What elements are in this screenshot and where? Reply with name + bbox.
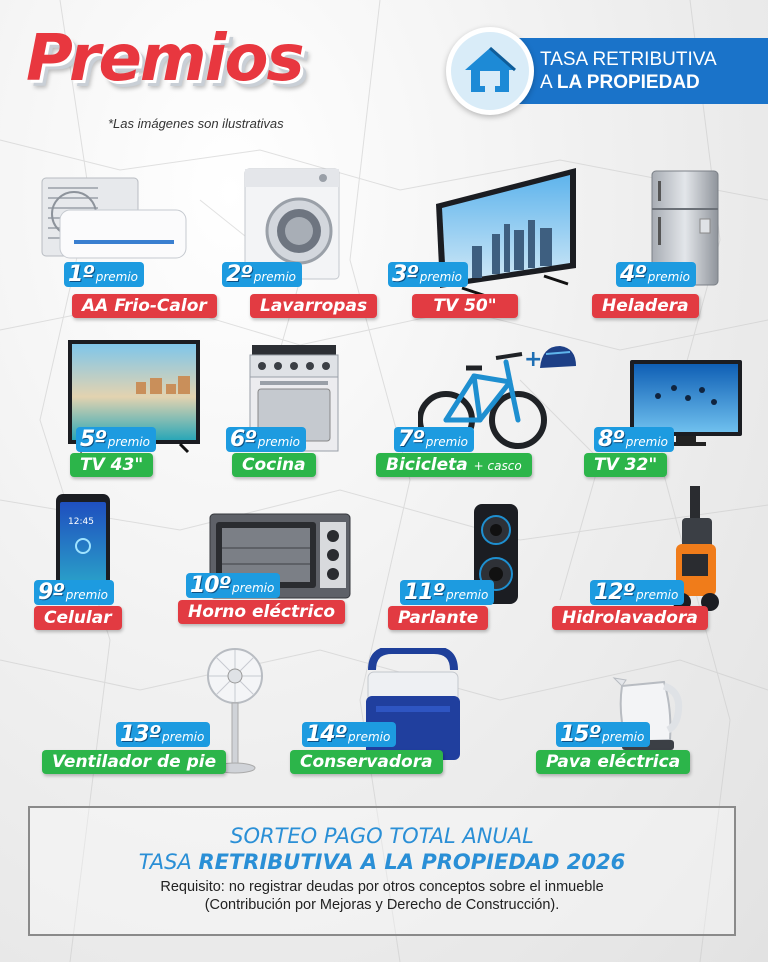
prize-14-premio-label: premio xyxy=(348,730,391,744)
prize-4-premio-label: premio xyxy=(647,270,691,284)
svg-text:12:45: 12:45 xyxy=(68,517,94,527)
prize-13-premio-label: premio xyxy=(162,730,205,744)
prize-6-rank-badge xyxy=(226,427,306,452)
air-conditioner-icon xyxy=(38,174,190,274)
prize-7-rank: 7º xyxy=(398,427,424,452)
prize-6-premio-label: premio xyxy=(257,435,301,449)
prize-7-premio-label: premio xyxy=(425,435,469,449)
prize-2-rank-badge xyxy=(222,262,302,287)
prize-2-premio-label: premio xyxy=(253,270,297,284)
prize-11-name: Parlante xyxy=(388,606,488,630)
prize-7-rank-badge xyxy=(394,427,474,452)
house-icon xyxy=(461,44,519,96)
prize-5-rank: 5º xyxy=(80,427,106,452)
prize-15-name: Pava eléctrica xyxy=(536,750,690,774)
tasa-line2: A LA PROPIEDAD xyxy=(540,72,700,93)
prize-1-rank: 1º xyxy=(68,262,94,287)
prize-10-rank-badge xyxy=(186,573,280,598)
prize-15-premio-label: premio xyxy=(602,730,645,744)
prize-11-rank: 11º xyxy=(404,580,445,605)
raffle-title-line1: SORTEO PAGO TOTAL ANUAL xyxy=(230,824,534,848)
prize-3-premio-label: premio xyxy=(419,270,463,284)
prize-5-rank-badge xyxy=(76,427,156,452)
prize-12-rank: 12º xyxy=(594,580,635,605)
prize-12-name: Hidrolavadora xyxy=(552,606,708,630)
svg-text:+: + xyxy=(524,347,543,372)
prize-13-name: Ventilador de pie xyxy=(42,750,226,774)
prize-4-name: Heladera xyxy=(592,294,699,318)
prize-3-name: TV 50" xyxy=(412,294,518,318)
prize-9-premio-label: premio xyxy=(65,588,109,602)
prize-3-rank-badge xyxy=(388,262,468,287)
raffle-requirement-line2: (Contribución por Mejoras y Derecho de Construcción). xyxy=(204,897,560,913)
tasa-line2-bold: LA PROPIEDAD xyxy=(556,72,700,93)
prize-10-premio-label: premio xyxy=(232,581,275,595)
prize-4-rank: 4º xyxy=(620,262,646,287)
prize-7-name-main: Bicicleta xyxy=(386,455,468,475)
prize-12-premio-label: premio xyxy=(636,588,679,602)
prize-2-rank: 2º xyxy=(226,262,252,287)
prize-15-rank-badge xyxy=(556,722,650,747)
prize-2-name: Lavarropas xyxy=(250,294,377,318)
prize-8-premio-label: premio xyxy=(625,435,669,449)
prize-7-name xyxy=(376,453,532,477)
prize-13-rank-badge xyxy=(116,722,210,747)
tasa-logo-circle xyxy=(446,27,534,115)
prize-1-premio-label: premio xyxy=(95,270,139,284)
prize-14-name: Conservadora xyxy=(290,750,443,774)
prize-5-name: TV 43" xyxy=(70,453,153,477)
disclaimer-text: *Las imágenes son ilustrativas xyxy=(108,116,284,131)
prize-8-name: TV 32" xyxy=(584,453,667,477)
raffle-requirement xyxy=(28,878,736,914)
prize-11-premio-label: premio xyxy=(446,588,489,602)
raffle-title-line2: TASA RETRIBUTIVA A LA PROPIEDAD 2026 xyxy=(138,850,626,874)
prize-1-name: AA Frio-Calor xyxy=(72,294,217,318)
prize-9-name: Celular xyxy=(34,606,122,630)
tasa-line1: TASA RETRIBUTIVA xyxy=(540,49,717,70)
prize-8-rank: 8º xyxy=(598,427,624,452)
tasa-banner-text xyxy=(540,48,717,94)
prize-4-rank-badge xyxy=(616,262,696,287)
prize-15-rank: 15º xyxy=(560,722,601,747)
prize-14-rank: 14º xyxy=(306,722,347,747)
raffle-title-line2-bold: RETRIBUTIVA A LA PROPIEDAD 2026 xyxy=(198,850,626,874)
prize-6-rank: 6º xyxy=(230,427,256,452)
page-title: Premios xyxy=(26,22,303,96)
prize-3-rank: 3º xyxy=(392,262,418,287)
prize-10-rank: 10º xyxy=(190,573,231,598)
prize-12-rank-badge xyxy=(590,580,684,605)
prize-5-premio-label: premio xyxy=(107,435,151,449)
helmet-icon xyxy=(524,340,578,374)
raffle-requirement-line1: Requisito: no registrar deudas por otros conceptos sobre el inmueble xyxy=(160,879,604,895)
prize-14-rank-badge xyxy=(302,722,396,747)
prize-1-rank-badge xyxy=(64,262,144,287)
prize-7-name-suffix: + casco xyxy=(473,459,522,473)
prize-9-rank-badge xyxy=(34,580,114,605)
prize-13-rank: 13º xyxy=(120,722,161,747)
prize-11-rank-badge xyxy=(400,580,494,605)
prize-8-rank-badge xyxy=(594,427,674,452)
prize-9-rank: 9º xyxy=(38,580,64,605)
prize-10-name: Horno eléctrico xyxy=(178,600,345,624)
prize-6-name: Cocina xyxy=(232,453,316,477)
